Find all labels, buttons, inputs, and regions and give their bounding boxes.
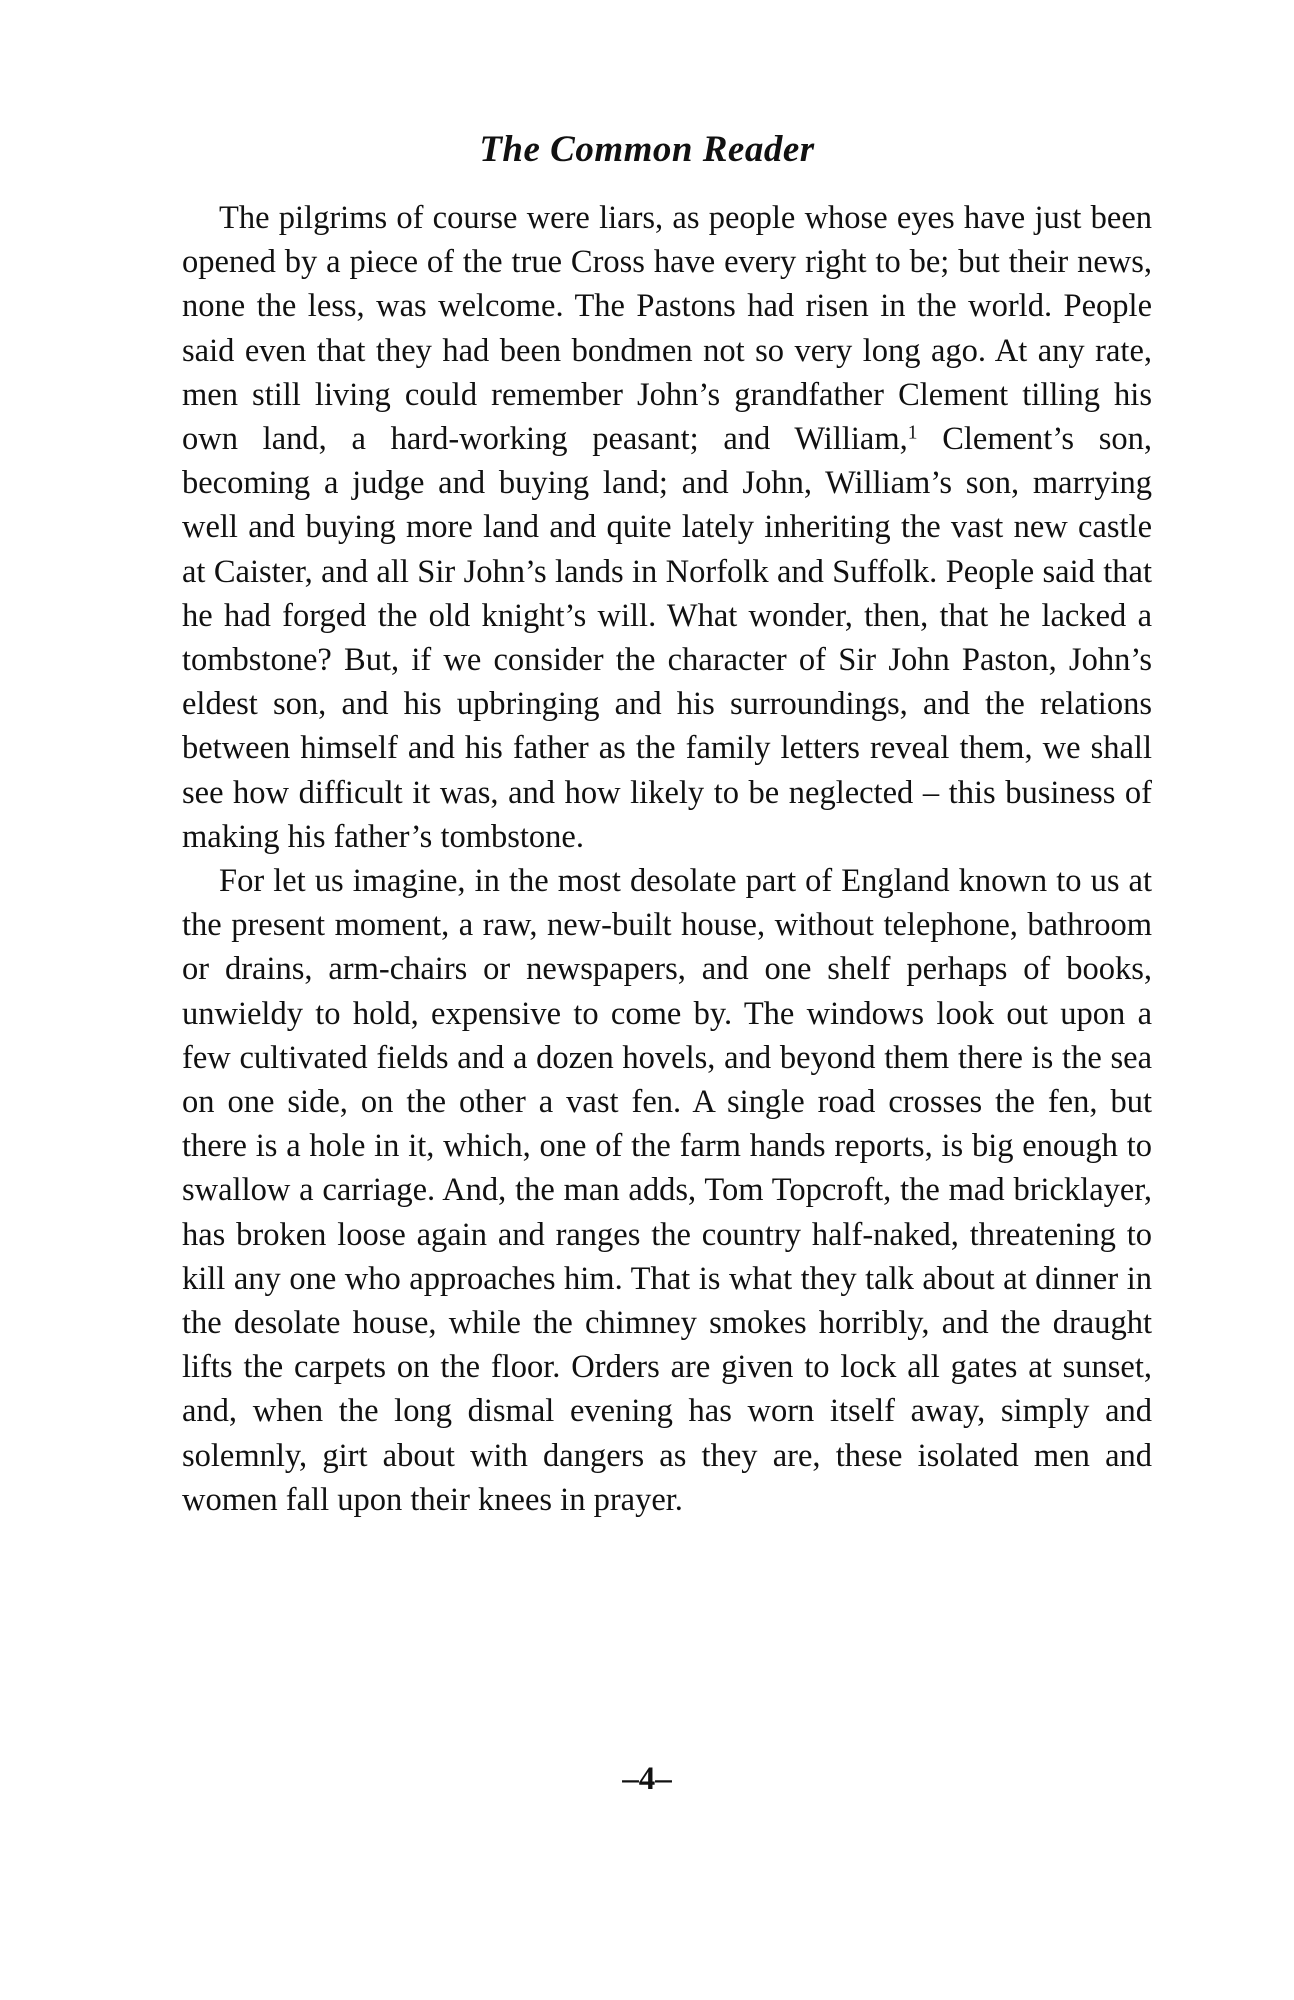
body-text: [182, 196, 1152, 1522]
paragraph-2: For let us imagine, in the most desolate part of England known to us at the present moment, a raw, new-built house, without telephone, bathroom or drains, arm-chairs or newspapers, and one shelf perhaps of books, unwieldy to hold, expensive to come by. The windows look out upon a few cultivated fields and a dozen hovels, and beyond them there is the sea on one side, on the other a vast fen. A single road crosses the fen, but there is a hole in it, which, one of the farm hands reports, is big enough to swallow a carriage. And, the man adds, Tom Topcroft, the mad bricklayer, has broken loose again and ranges the country half-naked, threatening to kill any one who approaches him. That is what they talk about at dinner in the desolate house, while the chimney smokes horribly, and the draught lifts the carpets on the floor. Orders are given to lock all gates at sunset, and, when the long dismal evening has worn itself away, simply and solemnly, girt about with dangers as they are, these isolated men and women fall upon their knees in prayer.: [182, 863, 1152, 1518]
running-head: The Common Reader: [479, 129, 815, 170]
paragraph-1: [182, 196, 1152, 859]
paragraph-1-text-b: Clement’s son, becoming a judge and buying land; and John, William’s son, marrying well and buying more land and quite lately inheriting the vast new castle at Caister, and all Sir John’s lands in Norfolk and Suffolk. People said that he had forged the old knight’s will. What wonder, then, that he lacked a tombstone? But, if we consider the character of Sir John Paston, John’s eldest son, and his upbringing and his surroundings, and the relations between himself and his father as the family letters reveal them, we shall see how difficult it was, and how likely to be neglected – this business of making his father’s tombstone.: [182, 421, 1152, 855]
page-number: –4–: [622, 1761, 672, 1797]
paragraph-1-text-a: The pilgrims of course were liars, as people whose eyes have just been opened by a piece of the true Cross have every right to be; but their news, none the less, was welcome. The Pastons had risen in the world. People said even that they had been bondmen not so very long ago. At any rate, men still living could remember John’s grandfather Clement tilling his own land, a hard-working peasant; and William,: [182, 200, 1152, 458]
footnote-reference: 1: [907, 422, 918, 444]
